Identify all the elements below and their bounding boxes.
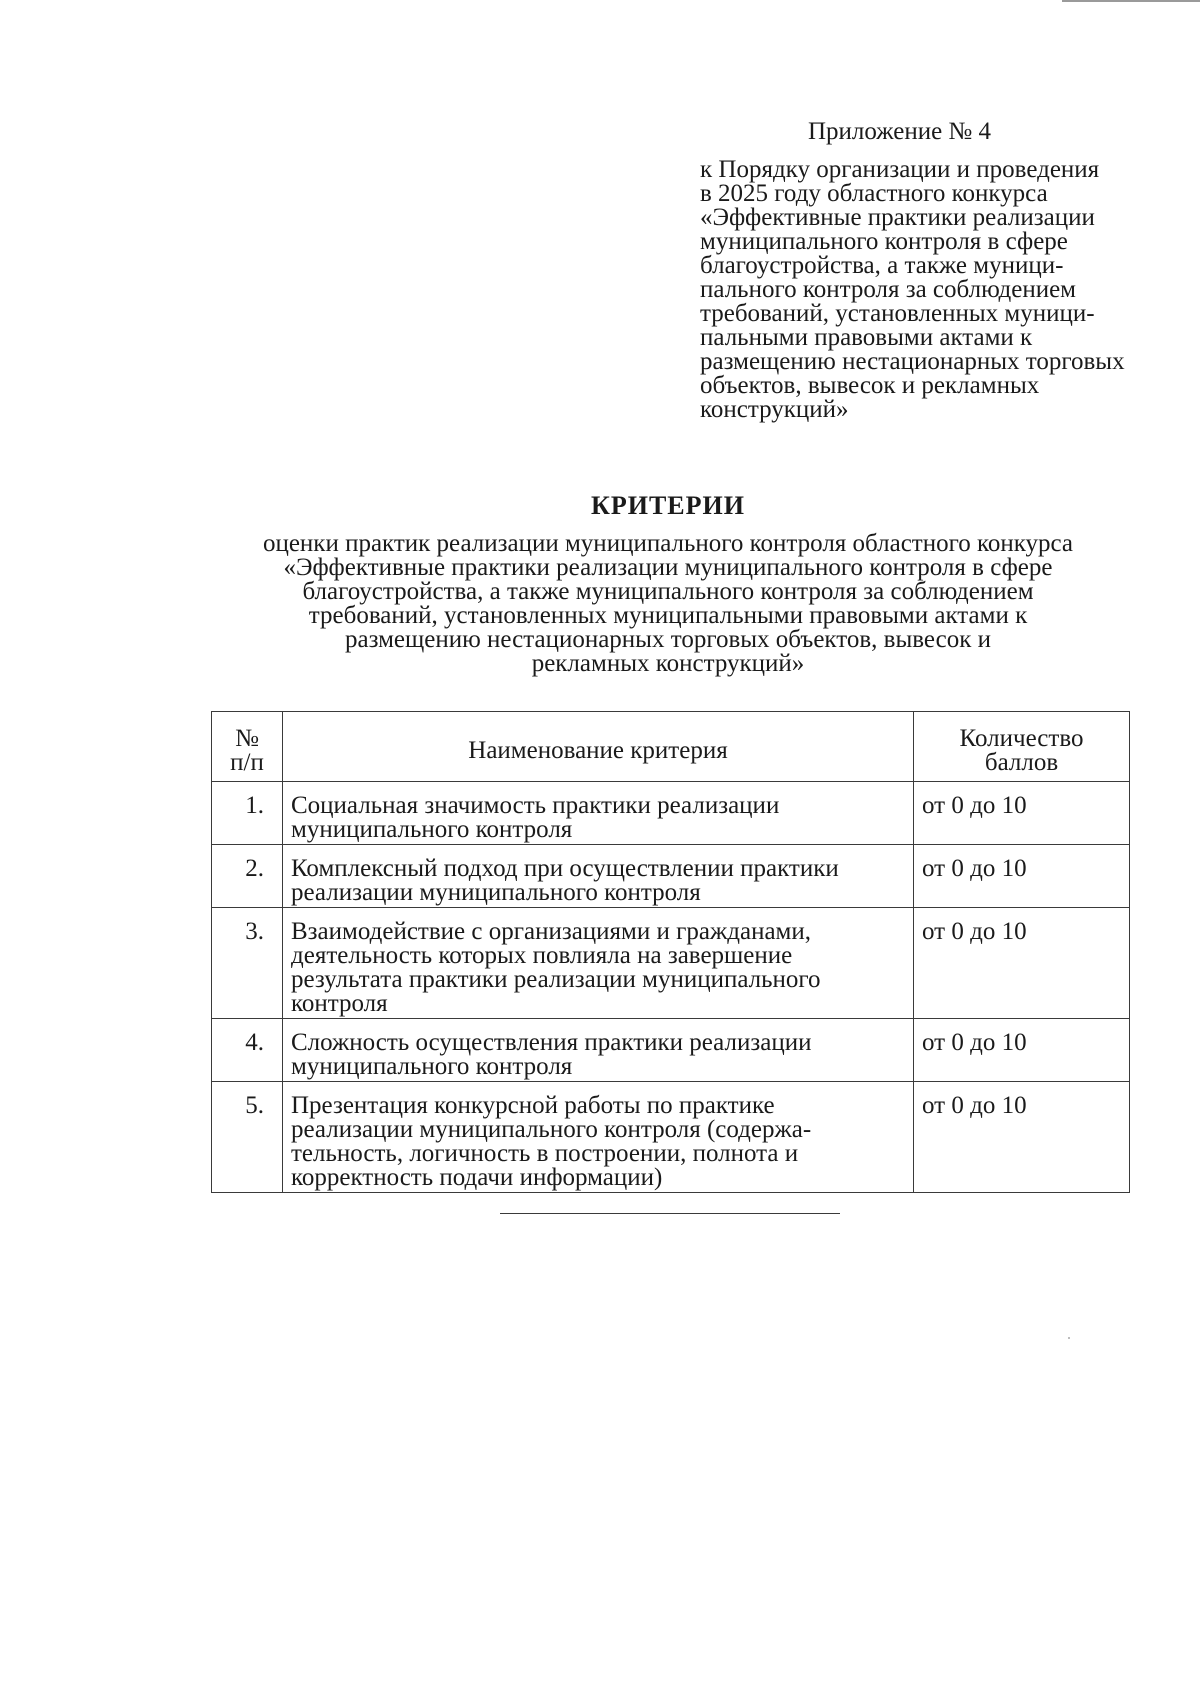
- row-criterion-line: Презентация конкурсной работы по практике: [291, 1092, 775, 1119]
- row-criterion: [283, 1019, 914, 1082]
- criteria-subtitle-line: «Эффективные практики реализации муниципального контроля в сфере: [283, 554, 1053, 581]
- appendix-line: объектов, вывесок и рекламных: [700, 372, 1040, 399]
- appendix-reference: [700, 158, 1125, 422]
- criteria-subtitle-line: рекламных конструкций»: [531, 650, 805, 677]
- row-number: 5.: [212, 1082, 283, 1193]
- table-row: [212, 782, 1130, 845]
- header-number-line: №: [235, 724, 259, 752]
- criteria-table-wrapper: [211, 711, 1129, 1193]
- appendix-line: конструкций»: [700, 396, 849, 423]
- row-criterion-line: муниципального контроля: [291, 816, 573, 843]
- appendix-title: Приложение № 4: [808, 118, 992, 145]
- row-criterion-line: муниципального контроля: [291, 1053, 573, 1080]
- header-criterion-name-text: Наименование критерия: [468, 736, 728, 764]
- row-criterion-line: Комплексный подход при осуществлении практики: [291, 855, 839, 882]
- row-criterion-line: реализации муниципального контроля: [291, 879, 701, 906]
- row-number: 2.: [212, 845, 283, 908]
- header-number: [212, 712, 283, 782]
- scan-speck: [1068, 1337, 1070, 1339]
- header-score: [914, 712, 1130, 782]
- appendix-line: размещению нестационарных торговых: [700, 348, 1125, 375]
- row-criterion: [283, 845, 914, 908]
- appendix-line: к Порядку организации и проведения: [700, 156, 1100, 183]
- criteria-subtitle-line: размещению нестационарных торговых объектов, вывесок и: [344, 626, 991, 653]
- criteria-subtitle-line: оценки практик реализации муниципального контроля областного конкурса: [262, 530, 1074, 557]
- table-header-row: [212, 712, 1130, 782]
- row-score: от 0 до 10: [914, 1082, 1130, 1193]
- criteria-subtitle-line: требований, установленных муниципальными правовыми актами к: [308, 602, 1028, 629]
- header-score-line: Количество: [959, 724, 1084, 752]
- appendix-line: «Эффективные практики реализации: [700, 204, 1095, 231]
- header-score-line: баллов: [984, 748, 1059, 776]
- criteria-subtitle-line: благоустройства, а также муниципального контроля за соблюдением: [302, 578, 1034, 605]
- table-row: [212, 1082, 1130, 1193]
- scan-edge-line: [1062, 0, 1200, 2]
- row-criterion-line: Взаимодействие с организациями и гражданами,: [291, 918, 811, 945]
- appendix-line: муниципального контроля в сфере: [700, 228, 1068, 255]
- row-number: 1.: [212, 782, 283, 845]
- row-criterion-line: контроля: [291, 990, 388, 1017]
- row-criterion-line: результата практики реализации муниципального: [291, 966, 821, 993]
- header-number-line: п/п: [230, 748, 264, 776]
- row-criterion-line: тельность, логичность в построении, полнота и: [291, 1140, 799, 1167]
- row-criterion-line: Социальная значимость практики реализации: [291, 792, 780, 819]
- table-row: [212, 908, 1130, 1019]
- row-number: 3.: [212, 908, 283, 1019]
- appendix-line: требований, установленных муници-: [700, 300, 1095, 327]
- row-score: от 0 до 10: [914, 782, 1130, 845]
- table-row: [212, 1019, 1130, 1082]
- end-separator-line: [500, 1213, 840, 1214]
- row-criterion-line: корректность подачи информации): [291, 1164, 663, 1191]
- row-criterion-line: реализации муниципального контроля (содержа-: [291, 1116, 812, 1143]
- row-criterion-line: деятельность которых повлияла на завершение: [291, 942, 793, 969]
- criteria-subtitle: [0, 532, 1200, 676]
- row-criterion: [283, 1082, 914, 1193]
- appendix-line: в 2025 году областного конкурса: [700, 180, 1048, 207]
- row-score: от 0 до 10: [914, 845, 1130, 908]
- row-criterion: [283, 908, 914, 1019]
- criteria-title: КРИТЕРИИ: [591, 491, 745, 520]
- appendix-line: пальными правовыми актами к: [700, 324, 1033, 351]
- header-criterion-name: [283, 712, 914, 782]
- row-criterion-line: Сложность осуществления практики реализации: [291, 1029, 812, 1056]
- appendix-line: благоустройства, а также муници-: [700, 252, 1064, 279]
- row-criterion: [283, 782, 914, 845]
- appendix-line: пального контроля за соблюдением: [700, 276, 1077, 303]
- row-score: от 0 до 10: [914, 908, 1130, 1019]
- table-row: [212, 845, 1130, 908]
- criteria-table: [211, 711, 1130, 1193]
- row-score: от 0 до 10: [914, 1019, 1130, 1082]
- row-number: 4.: [212, 1019, 283, 1082]
